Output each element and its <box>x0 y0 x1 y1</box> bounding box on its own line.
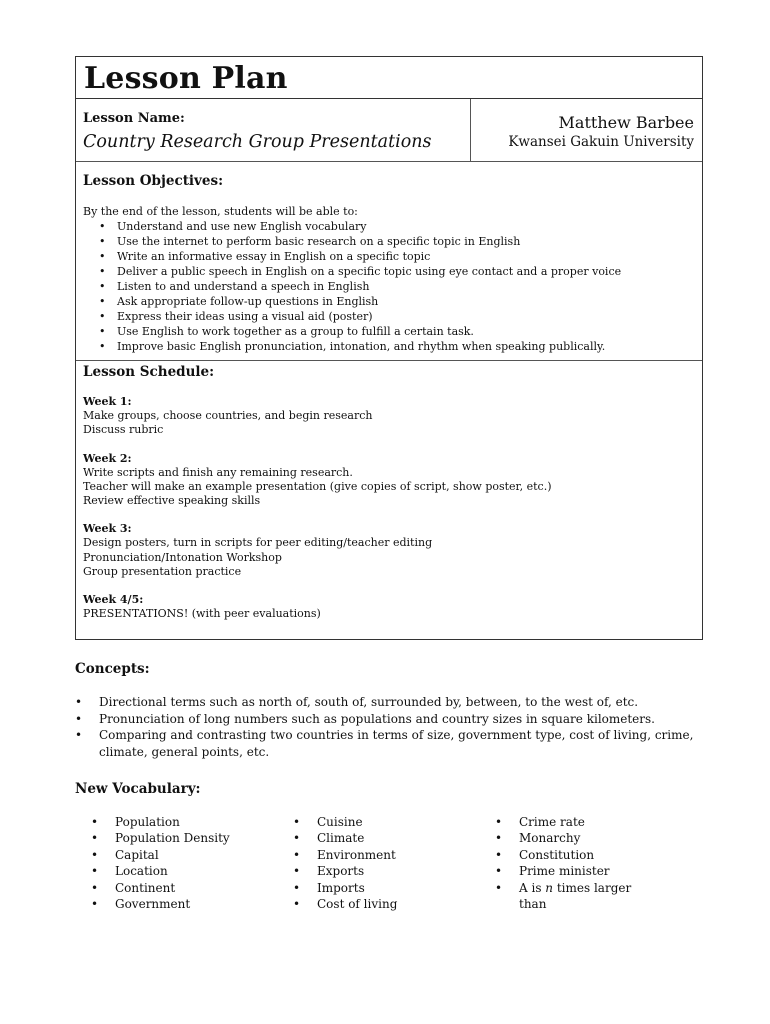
list-item: • Government <box>91 896 277 912</box>
week-block <box>83 593 702 621</box>
list-item: • Write an informative essay in English on a specific topic <box>99 249 702 264</box>
list-item: • Express their ideas using a visual aid (poster) <box>99 309 702 324</box>
list-item: • Monarchy <box>495 830 681 846</box>
vocabulary-column-3 <box>479 814 681 912</box>
list-item: • Pronunciation of long numbers such as populations and country sizes in square kilometers. <box>75 711 715 728</box>
list-item: • Exports <box>293 863 479 879</box>
lesson-name-label: Lesson Name: <box>83 111 185 126</box>
lesson-name-cell <box>76 99 471 161</box>
list-item: • Deliver a public speech in English on a specific topic using eye contact and a proper voice <box>99 264 702 279</box>
title-row <box>76 57 702 99</box>
objectives-heading: Lesson Objectives: <box>83 173 224 189</box>
list-item: • Population Density <box>91 830 277 846</box>
week-line: Make groups, choose countries, and begin research <box>83 409 373 422</box>
list-item: • Environment <box>293 847 479 863</box>
university-name: Kwansei Gakuin University <box>508 134 694 150</box>
objectives-section <box>76 162 702 361</box>
week-line: Review effective speaking skills <box>83 494 261 508</box>
list-item: • Constitution <box>495 847 681 863</box>
week-line: PRESENTATIONS! (with peer evaluations) <box>83 607 321 621</box>
concepts-list <box>75 694 715 760</box>
objectives-list <box>83 219 702 354</box>
list-item: • Directional terms such as north of, south of, surrounded by, between, to the west of, etc. <box>75 694 715 711</box>
week-title: Week 2: <box>83 451 132 465</box>
list-item: • Listen to and understand a speech in English <box>99 279 702 294</box>
week-title: Week 3: <box>83 522 132 536</box>
lesson-name: Country Research Group Presentations <box>83 132 432 152</box>
week-line: Pronunciation/Intonation Workshop <box>83 550 282 564</box>
list-item: • Ask appropriate follow-up questions in English <box>99 294 702 309</box>
week-block <box>83 522 702 579</box>
list-item: • Capital <box>91 847 277 863</box>
list-item: • Cost of living <box>293 896 479 912</box>
week-line: Design posters, turn in scripts for peer editing/teacher editing <box>83 536 433 550</box>
week-title: Week 4/5: <box>83 593 144 607</box>
author-cell <box>471 99 702 161</box>
vocab-text-italic: n <box>545 880 554 895</box>
week-line: Group presentation practice <box>83 565 242 579</box>
list-item: • Understand and use new English vocabulary <box>99 219 702 234</box>
concepts-heading: Concepts: <box>75 661 150 677</box>
list-item: • Imports <box>293 880 479 896</box>
schedule-weeks <box>83 395 702 622</box>
list-item: • Crime rate <box>495 814 681 830</box>
list-item: • Use English to work together as a group to fulfill a certain task. <box>99 324 702 339</box>
list-item: • Continent <box>91 880 277 896</box>
vocabulary-heading: New Vocabulary: <box>75 781 201 797</box>
lesson-name-row <box>76 99 702 162</box>
author-name: Matthew Barbee <box>558 113 694 132</box>
week-line: Teacher will make an example presentation (give copies of script, show poster, etc.) <box>83 479 552 493</box>
week-line: Discuss rubric <box>83 423 164 437</box>
week-line: Write scripts and finish any remaining research. <box>83 465 353 479</box>
list-item: • Location <box>91 863 277 879</box>
vocab-text-pre: A is <box>519 880 546 895</box>
schedule-heading: Lesson Schedule: <box>83 364 215 380</box>
list-item: • Use the internet to perform basic research on a specific topic in English <box>99 234 702 249</box>
page-title: Lesson Plan <box>84 61 288 96</box>
schedule-section <box>76 361 702 622</box>
objectives-intro: By the end of the lesson, students will be able to: <box>83 205 358 218</box>
week-block <box>83 452 702 509</box>
list-item: • Improve basic English pronunciation, intonation, and rhythm when speaking publically. <box>99 339 702 354</box>
vocabulary-columns <box>75 814 715 912</box>
list-item <box>495 880 637 913</box>
vocab-text-post: times larger than <box>519 880 632 912</box>
list-item: • Cuisine <box>293 814 479 830</box>
list-item: • Prime minister <box>495 863 681 879</box>
list-item: • Comparing and contrasting two countries in terms of size, government type, cost of living, crime, climate, general points, etc. <box>75 727 715 760</box>
list-item: • Climate <box>293 830 479 846</box>
vocabulary-column-1 <box>75 814 277 912</box>
week-block <box>83 395 702 438</box>
lesson-plan-table <box>75 56 703 640</box>
list-item: • Population <box>91 814 277 830</box>
concepts-vocabulary-area <box>75 660 715 912</box>
vocabulary-column-2 <box>277 814 479 912</box>
week-title: Week 1: <box>83 395 132 408</box>
